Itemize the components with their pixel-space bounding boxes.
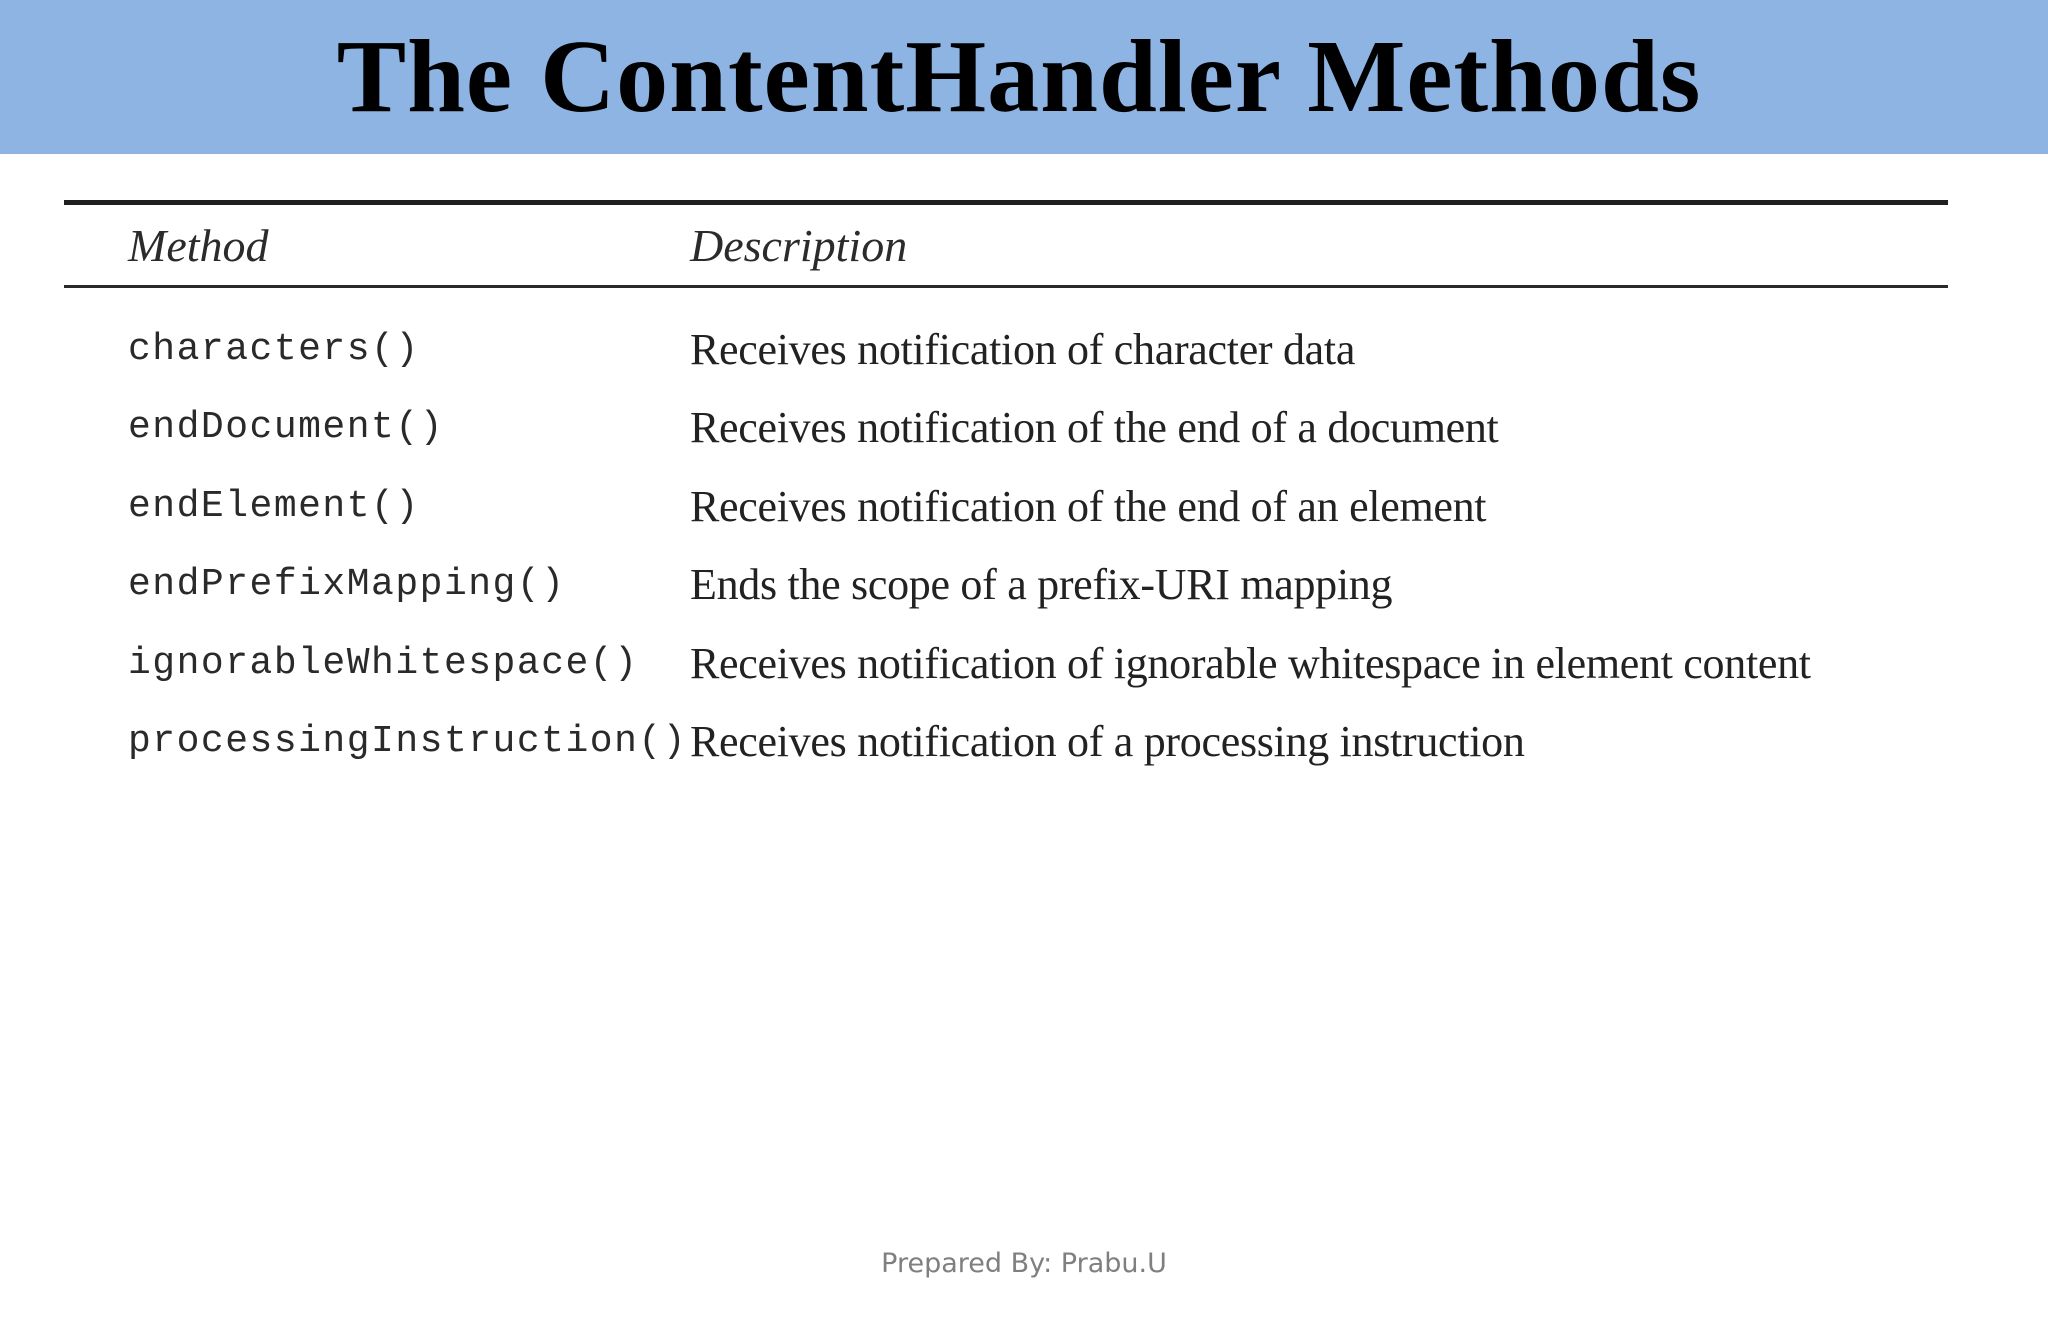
method-description: Receives notification of the end of a document <box>690 403 1499 453</box>
table-body <box>64 288 1948 781</box>
slide-footer: Prepared By: Prabu.U <box>881 1248 1167 1279</box>
header-method: Method <box>128 219 269 271</box>
method-name: endElement() <box>128 484 420 528</box>
table-row <box>64 703 1948 782</box>
table-row <box>64 310 1948 389</box>
method-description: Ends the scope of a prefix-URI mapping <box>690 560 1393 610</box>
method-description: Receives notification of character data <box>690 324 1356 374</box>
method-name: endPrefixMapping() <box>128 563 566 607</box>
method-name: endDocument() <box>128 406 444 450</box>
method-name: ignorableWhitespace() <box>128 641 639 685</box>
method-description: Receives notification of a processing instruction <box>690 717 1525 767</box>
table-header-row <box>64 205 1948 285</box>
methods-table <box>64 200 1948 781</box>
table-row <box>64 546 1948 625</box>
method-description: Receives notification of ignorable whitespace in element content <box>690 638 1811 688</box>
title-band <box>0 0 2048 154</box>
table-row <box>64 624 1948 703</box>
slide-title: The ContentHandler Methods <box>336 19 1702 134</box>
table-row <box>64 389 1948 468</box>
method-name: characters() <box>128 327 420 371</box>
table-row <box>64 467 1948 546</box>
method-name: processingInstruction() <box>128 720 687 764</box>
header-description: Description <box>690 219 908 271</box>
method-description: Receives notification of the end of an element <box>690 481 1487 531</box>
